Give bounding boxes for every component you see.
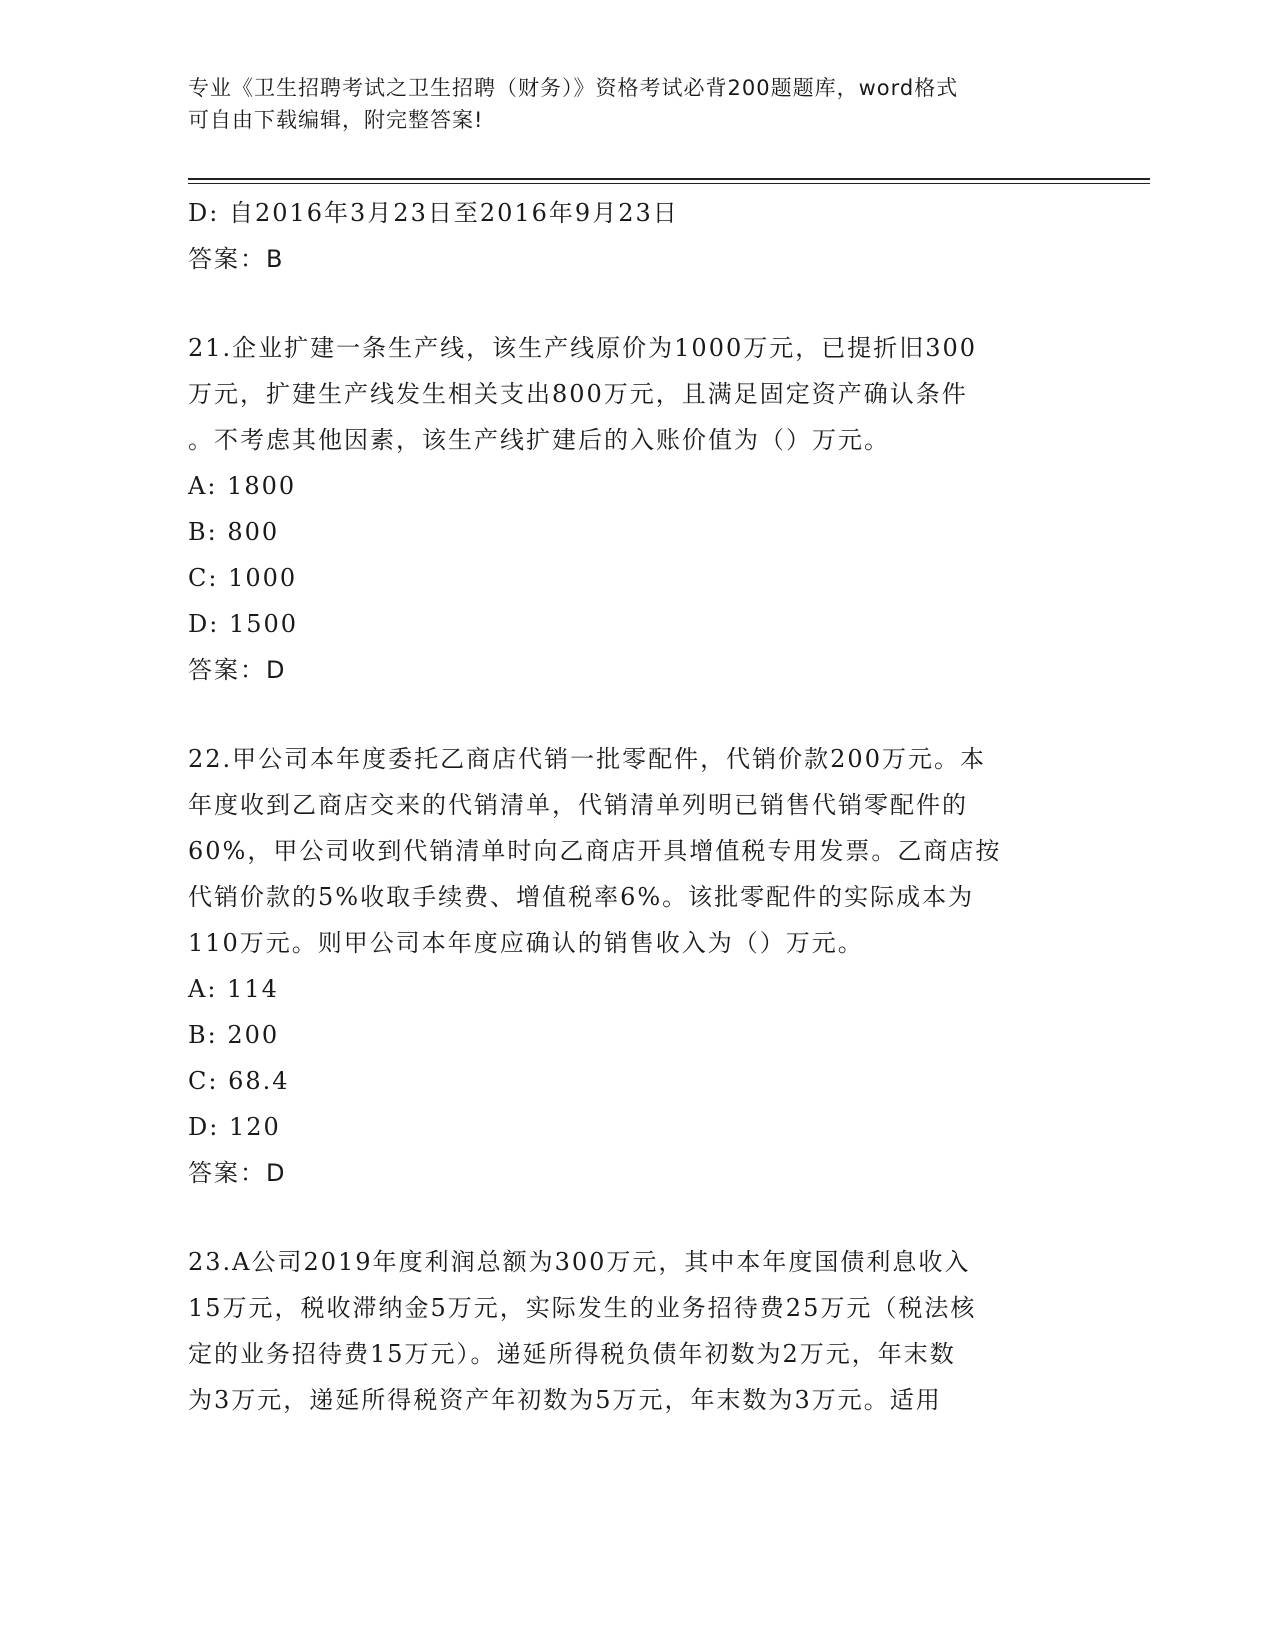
question-stem-line: 60%，甲公司收到代销清单时向乙商店开具增值税专用发票。乙商店按 xyxy=(188,837,1002,865)
header-line-1: 专业《卫生招聘考试之卫生招聘（财务）》资格考试必背200题题库，word格式 xyxy=(188,76,959,100)
question-stem-line: 。不考虑其他因素，该生产线扩建后的入账价值为（）万元。 xyxy=(188,426,890,454)
question-23 xyxy=(188,1239,1088,1423)
question-21 xyxy=(188,325,1088,693)
option-b: B: 800 xyxy=(188,518,280,546)
option-d: D: 自2016年3月23日至2016年9月23日 xyxy=(188,199,679,227)
question-stem-line: 年度收到乙商店交来的代销清单，代销清单列明已销售代销零配件的 xyxy=(188,791,968,819)
question-stem-line: 21.企业扩建一条生产线，该生产线原价为1000万元，已提折旧300 xyxy=(188,334,978,362)
answer-line: 答案：B xyxy=(188,245,285,273)
question-stem-line: 15万元，税收滞纳金5万元，实际发生的业务招待费25万元（税法核 xyxy=(188,1294,977,1322)
option-d: D: 1500 xyxy=(188,610,299,638)
question-stem-line: 110万元。则甲公司本年度应确认的销售收入为（）万元。 xyxy=(188,929,864,957)
question-stem-line: 23.A公司2019年度利润总额为300万元，其中本年度国债利息收入 xyxy=(188,1248,971,1276)
option-c: C: 68.4 xyxy=(188,1067,290,1095)
prev-question-tail xyxy=(188,190,1088,282)
option-a: A: 1800 xyxy=(188,472,297,500)
option-a: A: 114 xyxy=(188,975,279,1003)
document-body xyxy=(188,190,1088,1423)
option-c: C: 1000 xyxy=(188,564,298,592)
header-rule-thin xyxy=(188,183,1150,184)
question-stem-line: 22.甲公司本年度委托乙商店代销一批零配件，代销价款200万元。本 xyxy=(188,745,986,773)
question-stem-line: 定的业务招待费15万元）。递延所得税负债年初数为2万元，年末数 xyxy=(188,1340,956,1368)
document-header xyxy=(188,72,1088,136)
question-22 xyxy=(188,736,1088,1196)
question-stem-line: 为3万元，递延所得税资产年初数为5万元，年末数为3万元。适用 xyxy=(188,1386,942,1414)
option-b: B: 200 xyxy=(188,1021,280,1049)
header-rule-thick xyxy=(188,178,1150,180)
header-line-2: 可自由下载编辑，附完整答案! xyxy=(188,108,484,132)
answer-line: 答案：D xyxy=(188,656,287,684)
question-stem-line: 代销价款的5%收取手续费、增值税率6%。该批零配件的实际成本为 xyxy=(188,883,975,911)
question-stem-line: 万元，扩建生产线发生相关支出800万元，且满足固定资产确认条件 xyxy=(188,380,968,408)
option-d: D: 120 xyxy=(188,1113,281,1141)
answer-line: 答案：D xyxy=(188,1159,287,1187)
